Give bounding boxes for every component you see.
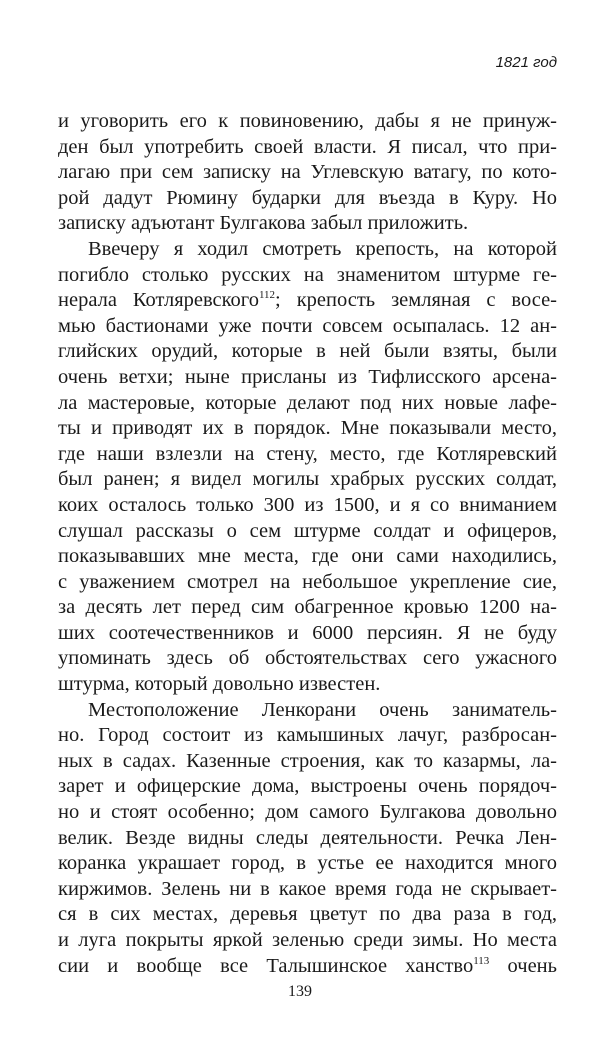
text-segment: ; крепость земляная с восе- xyxy=(275,289,557,312)
text-line: рой дадут Рюмину бударки для въезда в Куру. Но xyxy=(58,186,557,209)
text-line: очень ветхи; ныне присланы из Тифлисского арсена- xyxy=(58,365,557,388)
text-line: ден был употребить своей власти. Я писал, что при- xyxy=(58,135,557,158)
text-line: упоминать здесь об обстоятельствах сего ужасного xyxy=(58,647,557,670)
text-line: ных в садах. Казенные строения, как то казармы, ла- xyxy=(58,749,557,772)
text-line: Ввечеру я ходил смотреть крепость, на которой xyxy=(88,237,557,260)
text-line: слушал рассказы о сем штурме солдат и офицеров, xyxy=(58,519,557,542)
text-line: мью бастионами уже почти совсем осыпалась. 12 ан- xyxy=(58,314,557,337)
text-line xyxy=(58,954,557,980)
paragraph xyxy=(58,237,557,698)
text-line: глийских орудий, которые в ней были взяты, были xyxy=(58,340,557,363)
text-line: погибло столько русских на знаменитом штурме ге- xyxy=(58,263,557,286)
text-line: где наши взлезли на стену, место, где Котляревский xyxy=(58,442,557,465)
text-line: штурма, который довольно известен. xyxy=(58,673,381,696)
text-line: и уговорить его к повиновению, дабы я не принуж- xyxy=(58,110,557,132)
text-line: велик. Везде видны следы деятельности. Речка Лен- xyxy=(58,826,557,849)
text-line: киржимов. Зелень ни в какое время года не скрывает- xyxy=(58,877,557,900)
footnote-ref: 112 xyxy=(258,289,276,302)
paragraph xyxy=(58,109,557,237)
text-line: с уважением смотрел на небольшое укрепление сие, xyxy=(58,570,557,593)
text-line: ших соотечественников и 6000 персиян. Я не буду xyxy=(58,621,557,644)
text-line: ты и приводят их в порядок. Мне показывали место, xyxy=(58,417,557,440)
text-line: и луга покрыты яркой зеленью среди зимы. Но места xyxy=(58,929,557,951)
text-line: был ранен; я видел могилы храбрых русских солдат, xyxy=(58,468,557,491)
text-line xyxy=(58,288,557,314)
paragraph xyxy=(58,698,557,980)
running-head: 1821 год xyxy=(495,54,557,71)
text-line: лагаю при сем записку на Углевскую ватагу, по кото- xyxy=(58,161,557,184)
text-line: за десять лет перед сим обагренное кровью 1200 на- xyxy=(58,596,557,619)
text-segment: нерала Котляревского xyxy=(58,289,259,312)
text-line: но и стоят особенно; дом самого Булгакова довольно xyxy=(58,801,557,824)
text-line: записку адъютант Булгакова забыл приложить. xyxy=(58,212,469,235)
text-line: но. Город состоит из камышиных лачуг, разбросан- xyxy=(58,724,557,747)
text-line: коих осталось только 300 из 1500, и я со вниманием xyxy=(58,493,557,516)
text-segment: очень xyxy=(489,954,558,977)
page-number: 139 xyxy=(288,983,312,1000)
text-line: ся в сих местах, деревья цветут по два раза в год, xyxy=(58,903,557,926)
text-line: показывавших мне места, где они сами находились, xyxy=(58,545,557,568)
text-line: коранка украшает город, в устье ее находится много xyxy=(58,852,557,875)
text-line: ла мастеровые, которые делают под них новые лафе- xyxy=(58,391,557,414)
text-line: зарет и офицерские дома, выстроены очень порядоч- xyxy=(58,775,557,798)
footnote-ref: 113 xyxy=(473,954,490,967)
body-text xyxy=(58,109,557,979)
text-line: Местоположение Ленкорани очень заниматель- xyxy=(88,698,557,721)
text-segment: сии и вообще все Талышинское ханство xyxy=(58,954,474,977)
